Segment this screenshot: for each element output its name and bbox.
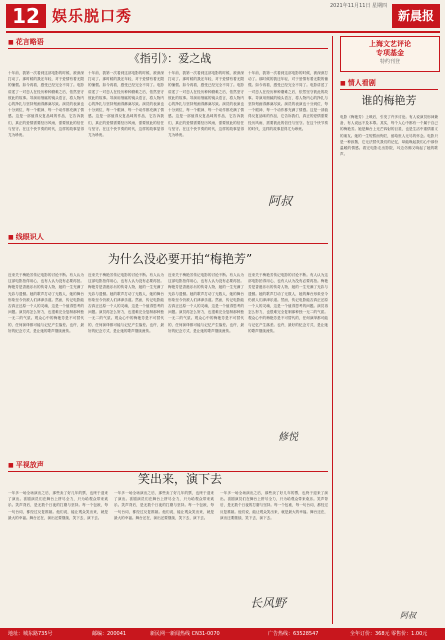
promo-line-3: 特约刊登 (379, 59, 400, 65)
masthead-rule (6, 31, 440, 33)
article-1-col-4: 十年前，我第一次看到这部电影的时候，被深深打动了。那时候的我还年轻，对于爱情有着无限的憧憬。如今再看，感受已经完全不同了。电影讲述了一对恋人在经历种种磨难之后，依然坚守彼此的故事。导演用细腻的镜头语言，将人物内心的挣扎与坚持刻画得淋漓尽致。演员的表演也十分到位，每一个眼神、每一个动作都充满了情感。这是一部值得反复品味的作品，它告诉我们，真正的爱情需要经历风雨，需要彼此的信任与坚守。在这个快节奏的时代，这样的故事显得尤为珍贵。 (248, 71, 328, 131)
page-number: 12 (6, 4, 46, 28)
article-3-col-3: 一年多一场全场演出之后，那些卖了好几年的票，也终于迎来了演出。喜剧演员们在舞台上拼尽全力，只为给观众带来欢乐。笑声背后，是无数个日夜的打磨与坚持。每一个包袱，每一句台词，都经过反复推敲。他们说，能让观众笑出来，就是最大的幸福。舞台还在，演出还要继续，笑下去，演下去。 (220, 491, 328, 520)
promo-line-1: 上海文艺评论 (369, 40, 411, 48)
footer-address: 地址：城东路735号 (8, 631, 53, 637)
article-3-title: 笑出来，演下去 (137, 472, 222, 486)
article-3-col-1: 一年多一场全场演出之后，那些卖了好几年的票，也终于迎来了演出。喜剧演员们在舞台上拼尽全力，只为给观众带来欢乐。笑声背后，是无数个日夜的打磨与坚持。每一个包袱，每一句台词，都经过反复推敲。他们说，能让观众笑出来，就是最大的幸福。舞台还在，演出还要继续，笑下去，演下去。 (8, 491, 108, 520)
footer-ads: 广告热线：63528547 (268, 631, 319, 637)
article-1-col-2: 十年前，我第一次看到这部电影的时候，被深深打动了。那时候的我还年轻，对于爱情有着无限的憧憬。如今再看，感受已经完全不同了。电影讲述了一对恋人在经历种种磨难之后，依然坚守彼此的故事。导演用细腻的镜头语言，将人物内心的挣扎与坚持刻画得淋漓尽致。演员的表演也十分到位，每一个眼神、每一个动作都充满了情感。这是一部值得反复品味的作品，它告诉我们，真正的爱情需要经历风雨，需要彼此的信任与坚守。在这个快节奏的时代，这样的故事显得尤为珍贵。 (88, 71, 164, 138)
article-1-signature: 阿叔 (268, 194, 293, 208)
column-divider (332, 36, 333, 624)
article-2-col-1: 近来关于梅艳芳传记电影的讨论不断。有人认为这部电影拍得用心，也有人认为没有必要再拍。梅艳芳是香港乐坛的传奇人物，她的一生充满了光彩与遗憾。她的歌声打动了无数人，她的舞台形象至今仍被人们津津乐道。然而，传记电影能否真正还原一个人的灵魂，这是一个值得思考的问题。演员再怎么努力，也很难完全复制那种独一无二的气质。观众心中的梅艳芳是不可替代的，任何演绎都可能与记忆产生落差。也许，最好的纪念方式，是让她的歌声继续流传。 (8, 273, 84, 333)
section-divider (8, 48, 328, 49)
article-2-col-4: 近来关于梅艳芳传记电影的讨论不断。有人认为这部电影拍得用心，也有人认为没有必要再拍。梅艳芳是香港乐坛的传奇人物，她的一生充满了光彩与遗憾。她的歌声打动了无数人，她的舞台形象至今仍被人们津津乐道。然而，传记电影能否真正还原一个人的灵魂，这是一个值得思考的问题。演员再怎么努力，也很难完全复制那种独一无二的气质。观众心中的梅艳芳是不可替代的，任何演绎都可能与记忆产生落差。也许，最好的纪念方式，是让她的歌声继续流传。 (248, 273, 328, 333)
article-4-signature: 阿叔 (400, 611, 416, 620)
article-2-title: 为什么没必要开拍“梅艳芳” (107, 252, 253, 266)
article-4-body: 电影《梅艳芳》上映后，引发了许多讨论。有人说演员形神兼备，有人说远不及本尊。其实，每个人心中都有一个属于自己的梅艳芳。她是舞台上光芒四射的巨星，也是生活中重情重义的朋友。她的一生短暂而绚烂，留给世人无尽的怀念。电影只是一种致敬，它无法替代我们的记忆，却能唤起我们心中那份温暖的情感。看完电影走出影院，耳边仿佛又响起了她的歌声。 (340, 115, 438, 157)
page-footer (0, 628, 445, 640)
section-header-right: ■ 情人看剧 (340, 78, 376, 89)
section-header-left-middle: ■ 线眼识人 (8, 232, 44, 243)
footer-price: 全年订价：368元 零售价：1.00元 (350, 631, 428, 637)
article-2-col-3: 近来关于梅艳芳传记电影的讨论不断。有人认为这部电影拍得用心，也有人认为没有必要再拍。梅艳芳是香港乐坛的传奇人物，她的一生充满了光彩与遗憾。她的歌声打动了无数人，她的舞台形象至今仍被人们津津乐道。然而，传记电影能否真正还原一个人的灵魂，这是一个值得思考的问题。演员再怎么努力，也很难完全复制那种独一无二的气质。观众心中的梅艳芳是不可替代的，任何演绎都可能与记忆产生落差。也许，最好的纪念方式，是让她的歌声继续流传。 (168, 273, 244, 333)
article-2-col-2: 近来关于梅艳芳传记电影的讨论不断。有人认为这部电影拍得用心，也有人认为没有必要再拍。梅艳芳是香港乐坛的传奇人物，她的一生充满了光彩与遗憾。她的歌声打动了无数人，她的舞台形象至今仍被人们津津乐道。然而，传记电影能否真正还原一个人的灵魂，这是一个值得思考的问题。演员再怎么努力，也很难完全复制那种独一无二的气质。观众心中的梅艳芳是不可替代的，任何演绎都可能与记忆产生落差。也许，最好的纪念方式，是让她的歌声继续流传。 (88, 273, 164, 333)
article-1-col-3: 十年前，我第一次看到这部电影的时候，被深深打动了。那时候的我还年轻，对于爱情有着无限的憧憬。如今再看，感受已经完全不同了。电影讲述了一对恋人在经历种种磨难之后，依然坚守彼此的故事。导演用细腻的镜头语言，将人物内心的挣扎与坚持刻画得淋漓尽致。演员的表演也十分到位，每一个眼神、每一个动作都充满了情感。这是一部值得反复品味的作品，它告诉我们，真正的爱情需要经历风雨，需要彼此的信任与坚守。在这个快节奏的时代，这样的故事显得尤为珍贵。 (168, 71, 244, 138)
section-divider (340, 89, 438, 90)
footer-post: 邮编：200041 (92, 631, 127, 637)
article-4-title: 谁的梅艳芳 (361, 94, 417, 107)
article-3-signature: 长风野 (250, 596, 287, 610)
section-header-left-bottom: ■ 平视放声 (8, 460, 44, 471)
promo-line-2: 专项基金 (376, 49, 404, 57)
newspaper-logo: 新晨报 (392, 4, 440, 28)
article-1-col-1: 十年前，我第一次看到这部电影的时候，被深深打动了。那时候的我还年轻，对于爱情有着无限的憧憬。如今再看，感受已经完全不同了。电影讲述了一对恋人在经历种种磨难之后，依然坚守彼此的故事。导演用细腻的镜头语言，将人物内心的挣扎与坚持刻画得淋漓尽致。演员的表演也十分到位，每一个眼神、每一个动作都充满了情感。这是一部值得反复品味的作品，它告诉我们，真正的爱情需要经历风雨，需要彼此的信任与坚守。在这个快节奏的时代，这样的故事显得尤为珍贵。 (8, 71, 84, 138)
article-3-col-2: 一年多一场全场演出之后，那些卖了好几年的票，也终于迎来了演出。喜剧演员们在舞台上拼尽全力，只为给观众带来欢乐。笑声背后，是无数个日夜的打磨与坚持。每一个包袱，每一句台词，都经过反复推敲。他们说，能让观众笑出来，就是最大的幸福。舞台还在，演出还要继续，笑下去，演下去。 (114, 491, 214, 520)
issue-date: 2021年11月11日 星期四 (330, 3, 388, 9)
section-divider (8, 243, 328, 244)
footer-hotline: 新民网一新闻热线 CN31-0070 (150, 631, 220, 637)
article-2-signature: 修悦 (278, 432, 298, 443)
page-section-title: 娱乐脱口秀 (52, 7, 133, 25)
section-header-left-top: ■ 花言略语 (8, 37, 44, 48)
article-1-title: 《指引》：爱之战 (128, 52, 212, 65)
promo-box (340, 36, 440, 72)
